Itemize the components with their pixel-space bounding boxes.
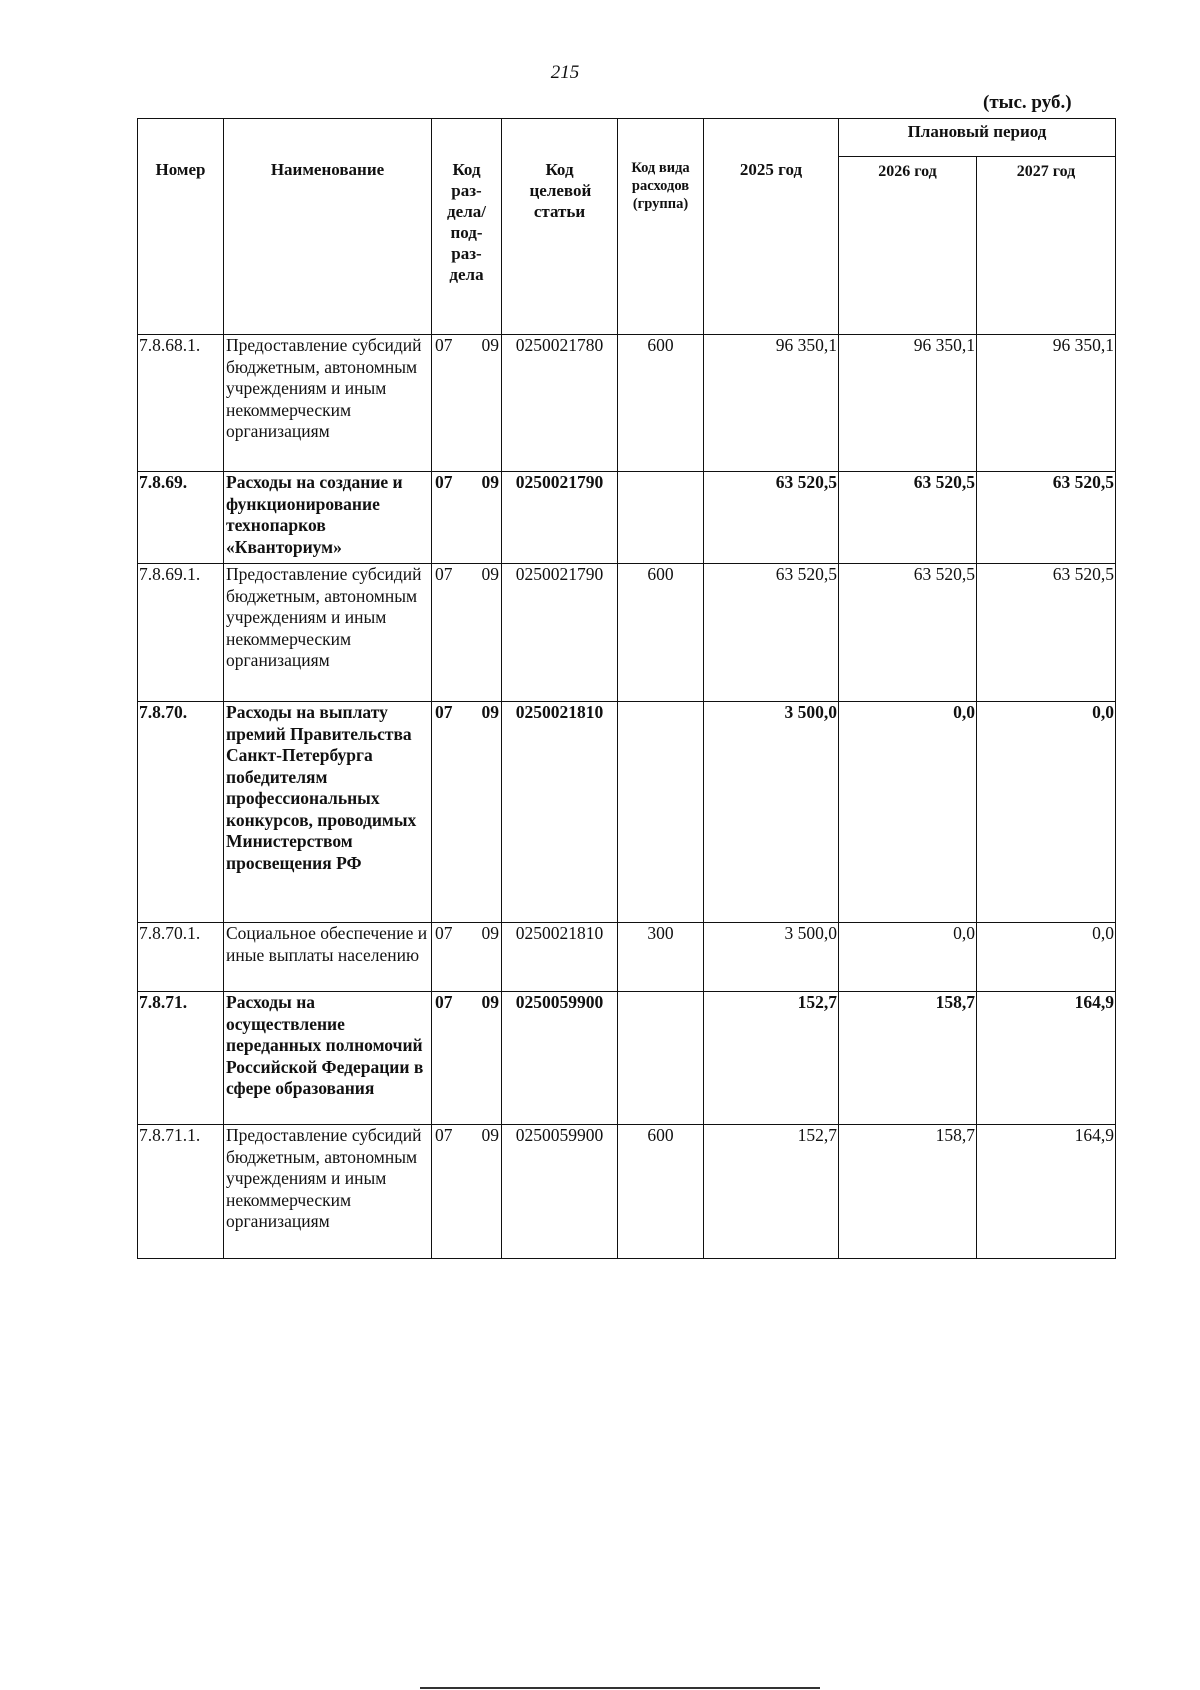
row-name: Предоставление субсидий бюджетным, автономным учреждениям и иным некоммерческим организациям bbox=[224, 1125, 432, 1259]
table-row bbox=[138, 564, 1116, 702]
row-razdel: 07 09 bbox=[432, 564, 502, 702]
row-2026: 63 520,5 bbox=[839, 472, 977, 564]
header-razdel: Код раз-дела/ под-раз-дела bbox=[432, 119, 502, 335]
row-target: 0250059900 bbox=[502, 992, 618, 1125]
row-target: 0250021790 bbox=[502, 564, 618, 702]
row-target: 0250021810 bbox=[502, 923, 618, 992]
row-number: 7.8.69. bbox=[138, 472, 224, 564]
header-number: Номер bbox=[138, 119, 224, 335]
row-2027: 164,9 bbox=[977, 1125, 1116, 1259]
header-2025: 2025 год bbox=[704, 119, 839, 335]
header-2026: 2026 год bbox=[839, 157, 977, 335]
row-number: 7.8.71. bbox=[138, 992, 224, 1125]
row-kvr: 600 bbox=[618, 564, 704, 702]
budget-table bbox=[137, 118, 1116, 1259]
row-2026: 158,7 bbox=[839, 992, 977, 1125]
table-row bbox=[138, 472, 1116, 564]
row-razdel: 07 09 bbox=[432, 923, 502, 992]
table-row bbox=[138, 992, 1116, 1125]
row-2026: 158,7 bbox=[839, 1125, 977, 1259]
bottom-rule bbox=[420, 1687, 820, 1689]
header-planned-period: Плановый период bbox=[839, 119, 1116, 157]
header-2027: 2027 год bbox=[977, 157, 1116, 335]
header-target: Код целевой статьи bbox=[502, 119, 618, 335]
table-row bbox=[138, 335, 1116, 472]
row-2025: 63 520,5 bbox=[704, 564, 839, 702]
row-number: 7.8.70.1. bbox=[138, 923, 224, 992]
header-name: Наименование bbox=[224, 119, 432, 335]
row-2027: 63 520,5 bbox=[977, 472, 1116, 564]
row-2025: 3 500,0 bbox=[704, 923, 839, 992]
units-label: (тыс. руб.) bbox=[983, 92, 1072, 113]
table-row bbox=[138, 1125, 1116, 1259]
row-name: Расходы на создание и функционирование технопарков «Кванториум» bbox=[224, 472, 432, 564]
row-2025: 152,7 bbox=[704, 992, 839, 1125]
row-target: 0250059900 bbox=[502, 1125, 618, 1259]
row-2026: 0,0 bbox=[839, 702, 977, 923]
row-name: Предоставление субсидий бюджетным, автономным учреждениям и иным некоммерческим организациям bbox=[224, 564, 432, 702]
row-razdel: 07 09 bbox=[432, 472, 502, 564]
row-name: Расходы на выплату премий Правительства Санкт-Петербурга победителям профессиональных конкурсов, проводимых Министерством просвещения РФ bbox=[224, 702, 432, 923]
row-number: 7.8.71.1. bbox=[138, 1125, 224, 1259]
row-2027: 96 350,1 bbox=[977, 335, 1116, 472]
table-row bbox=[138, 702, 1116, 923]
row-kvr: 300 bbox=[618, 923, 704, 992]
row-target: 0250021790 bbox=[502, 472, 618, 564]
row-2027: 0,0 bbox=[977, 702, 1116, 923]
row-2025: 3 500,0 bbox=[704, 702, 839, 923]
row-2026: 96 350,1 bbox=[839, 335, 977, 472]
row-2025: 63 520,5 bbox=[704, 472, 839, 564]
row-name: Предоставление субсидий бюджетным, автономным учреждениям и иным некоммерческим организациям bbox=[224, 335, 432, 472]
row-2026: 0,0 bbox=[839, 923, 977, 992]
row-2025: 152,7 bbox=[704, 1125, 839, 1259]
row-razdel: 07 09 bbox=[432, 992, 502, 1125]
row-2027: 0,0 bbox=[977, 923, 1116, 992]
row-kvr bbox=[618, 992, 704, 1125]
row-razdel: 07 09 bbox=[432, 335, 502, 472]
row-target: 0250021810 bbox=[502, 702, 618, 923]
row-name: Социальное обеспечение и иные выплаты населению bbox=[224, 923, 432, 992]
row-2027: 164,9 bbox=[977, 992, 1116, 1125]
row-target: 0250021780 bbox=[502, 335, 618, 472]
row-2027: 63 520,5 bbox=[977, 564, 1116, 702]
row-razdel: 07 09 bbox=[432, 702, 502, 923]
row-kvr bbox=[618, 702, 704, 923]
table-row bbox=[138, 923, 1116, 992]
row-kvr bbox=[618, 472, 704, 564]
row-number: 7.8.69.1. bbox=[138, 564, 224, 702]
header-kvr: Код вида расходов (группа) bbox=[618, 119, 704, 335]
page-number: 215 bbox=[550, 62, 580, 83]
row-name: Расходы на осуществление переданных полномочий Российской Федерации в сфере образования bbox=[224, 992, 432, 1125]
row-2026: 63 520,5 bbox=[839, 564, 977, 702]
row-kvr: 600 bbox=[618, 1125, 704, 1259]
row-number: 7.8.70. bbox=[138, 702, 224, 923]
row-2025: 96 350,1 bbox=[704, 335, 839, 472]
row-number: 7.8.68.1. bbox=[138, 335, 224, 472]
row-kvr: 600 bbox=[618, 335, 704, 472]
row-razdel: 07 09 bbox=[432, 1125, 502, 1259]
